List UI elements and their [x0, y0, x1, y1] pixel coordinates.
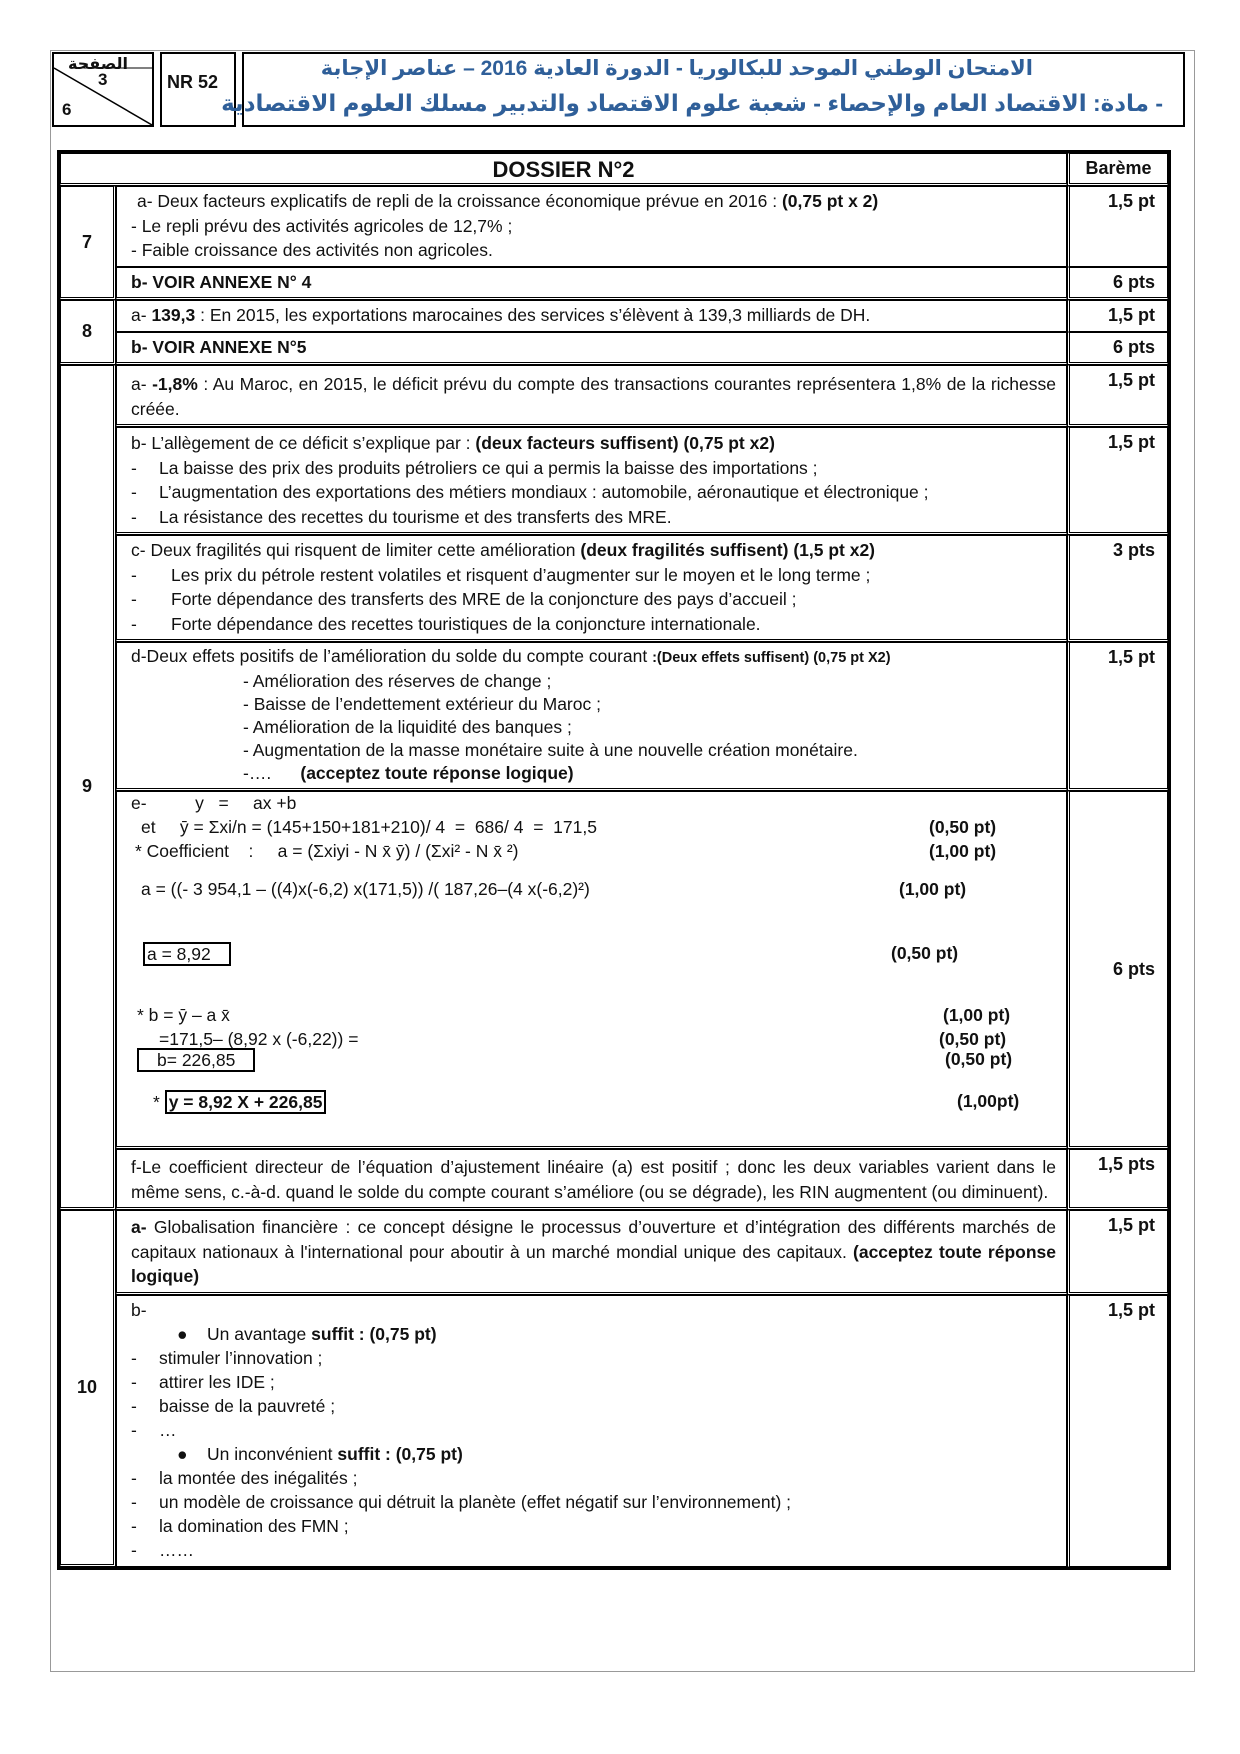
exam-code: NR 52: [160, 52, 236, 127]
q9a-cell: a- -1,8% : Au Maroc, en 2015, le déficit prévu du compte des transactions courantes représentera 1,8% de la richesse créée.: [116, 365, 1067, 427]
exam-title-line1: الامتحان الوطني الموحد للبكالوريا - الدورة العادية 2016 – عناصر الإجابة: [320, 57, 1033, 80]
advantage-heading: ● Un avantage suffit : (0,75 pt): [177, 1323, 437, 1344]
bareme-header: Barème: [1067, 153, 1168, 186]
question-number-7: 7: [60, 186, 116, 300]
question-number-10: 10: [60, 1210, 116, 1567]
inconvenient-heading: ● Un inconvénient suffit : (0,75 pt): [177, 1443, 463, 1464]
q9a-bareme: 1,5 pt: [1067, 365, 1168, 427]
q9e-cell: e- y = ax +b et ȳ = Σxi/n = (145+150+181+210)/ 4 = 686/ 4 = 171,5 (0,50 pt) * Coefficient : a = (Σxiyi - N x̄ ȳ) / (Σxi² - N x̄ ²) (1,00 pt) a = ((- 3 954,1 – ((4)x(-6,2) x(171,5)) /( 187,26–(4 x(-6,2)²) (1,00 pt) a = 8,92 (0,50 pt) * b = ȳ – a x̄ (1,00 pt) =171,5– (8,92 x (-6,22)) = (0,50 pt) b= 226,85 (0,50 pt) * y = 8,92 X + 226,85 (1,00pt): [116, 791, 1067, 1149]
q7b-cell: b- VOIR ANNEXE N° 4: [116, 267, 1067, 301]
b-result-box: b= 226,85: [137, 1048, 255, 1072]
exam-title-box: [221, 52, 1185, 127]
q7b-bareme: 6 pts: [1067, 267, 1168, 301]
q10a-cell: a- Globalisation financière : ce concept désigne le processus d’ouverture et d’intégration des différents marchés de capitaux nationaux à l'international pour aboutir à un marché mondial unique des capitaux. (acceptez toute réponse logique): [116, 1210, 1067, 1295]
q9b-cell: b- L’allègement de ce déficit s’explique par : (deux facteurs suffisent) (0,75 pt x2) - La baisse des prix des produits pétroliers ce qui a permis la baisse des importations ; - L’augmentation des exportations des métiers mondiaux : automobile, aéronautique et électronique ; - La résistance des recettes du tourisme et des transferts des MRE.: [116, 427, 1067, 535]
page-label: الصفحة: [67, 56, 128, 73]
a-result-box: a = 8,92: [143, 942, 231, 966]
q9f-cell: f-Le coefficient directeur de l’équation d’ajustement linéaire (a) est positif ; donc les deux variables varient dans le même sens, c.-à-d. quand le solde du compte courant s’améliore (ou se dégrade), les RIN augmentent (ou diminuent).: [116, 1149, 1067, 1210]
question-number-8: 8: [60, 300, 116, 365]
q8b-cell: b- VOIR ANNEXE N°5: [116, 332, 1067, 366]
q9d-bareme: 1,5 pt: [1067, 642, 1168, 791]
q9e-bareme: 6 pts: [1067, 791, 1168, 1149]
q8a-bareme: 1,5 pt: [1067, 300, 1168, 332]
q9d-cell: d-Deux effets positifs de l’amélioration du solde du compte courant :(Deux effets suffisent) (0,75 pt X2) - Amélioration des réserves de change ; - Baisse de l’endettement extérieur du Maroc ; - Amélioration de la liquidité des banques ; - Augmentation de la masse monétaire suite à une nouvelle création monétaire. -…. (acceptez toute réponse logique): [116, 642, 1067, 791]
q9f-bareme: 1,5 pts: [1067, 1149, 1168, 1210]
answer-table: [57, 150, 1171, 1570]
exam-title-line2: - مادة: الاقتصاد العام والإحصاء - شعبة علوم الاقتصاد والتدبير مسلك العلوم الاقتصادية: [221, 90, 1163, 116]
q10b-cell: b- ● Un avantage suffit : (0,75 pt) - stimuler l’innovation ; - attirer les IDE ; - baisse de la pauvreté ; - … ● Un inconvénient suffit : (0,75 pt) - la montée des inégalités ; - un modèle de croissance qui détruit la planète (effet négatif sur l’environnement) ; - la domination des FMN ; - ……: [116, 1295, 1067, 1567]
q8b-bareme: 6 pts: [1067, 332, 1168, 366]
q9c-bareme: 3 pts: [1067, 535, 1168, 642]
q7a-cell: a- Deux facteurs explicatifs de repli de la croissance économique prévue en 2016 : (0,75 pt x 2) - Le repli prévu des activités agricoles de 12,7% ; - Faible croissance des activités non agricoles.: [116, 186, 1067, 267]
page-number-box: [52, 52, 154, 127]
q7a-bareme: 1,5 pt: [1067, 186, 1168, 267]
q10b-bareme: 1,5 pt: [1067, 1295, 1168, 1567]
dossier-title: DOSSIER N°2: [60, 153, 1067, 186]
q10a-bareme: 1,5 pt: [1067, 1210, 1168, 1295]
equation-result-box: y = 8,92 X + 226,85: [165, 1090, 327, 1114]
question-number-9: 9: [60, 365, 116, 1210]
page-total: 6: [62, 100, 72, 119]
q8a-cell: a- 139,3 : En 2015, les exportations marocaines des services s’élèvent à 139,3 milliards de DH.: [116, 300, 1067, 332]
q9c-cell: c- Deux fragilités qui risquent de limiter cette amélioration (deux fragilités suffisent) (1,5 pt x2) - Les prix du pétrole restent volatiles et risquent d’augmenter sur le moyen et le long terme ; - Forte dépendance des transferts des MRE de la conjoncture des pays d’accueil ; - Forte dépendance des recettes touristiques de la conjoncture internationale.: [116, 535, 1067, 642]
page-number: 3: [98, 70, 108, 89]
q9b-bareme: 1,5 pt: [1067, 427, 1168, 535]
